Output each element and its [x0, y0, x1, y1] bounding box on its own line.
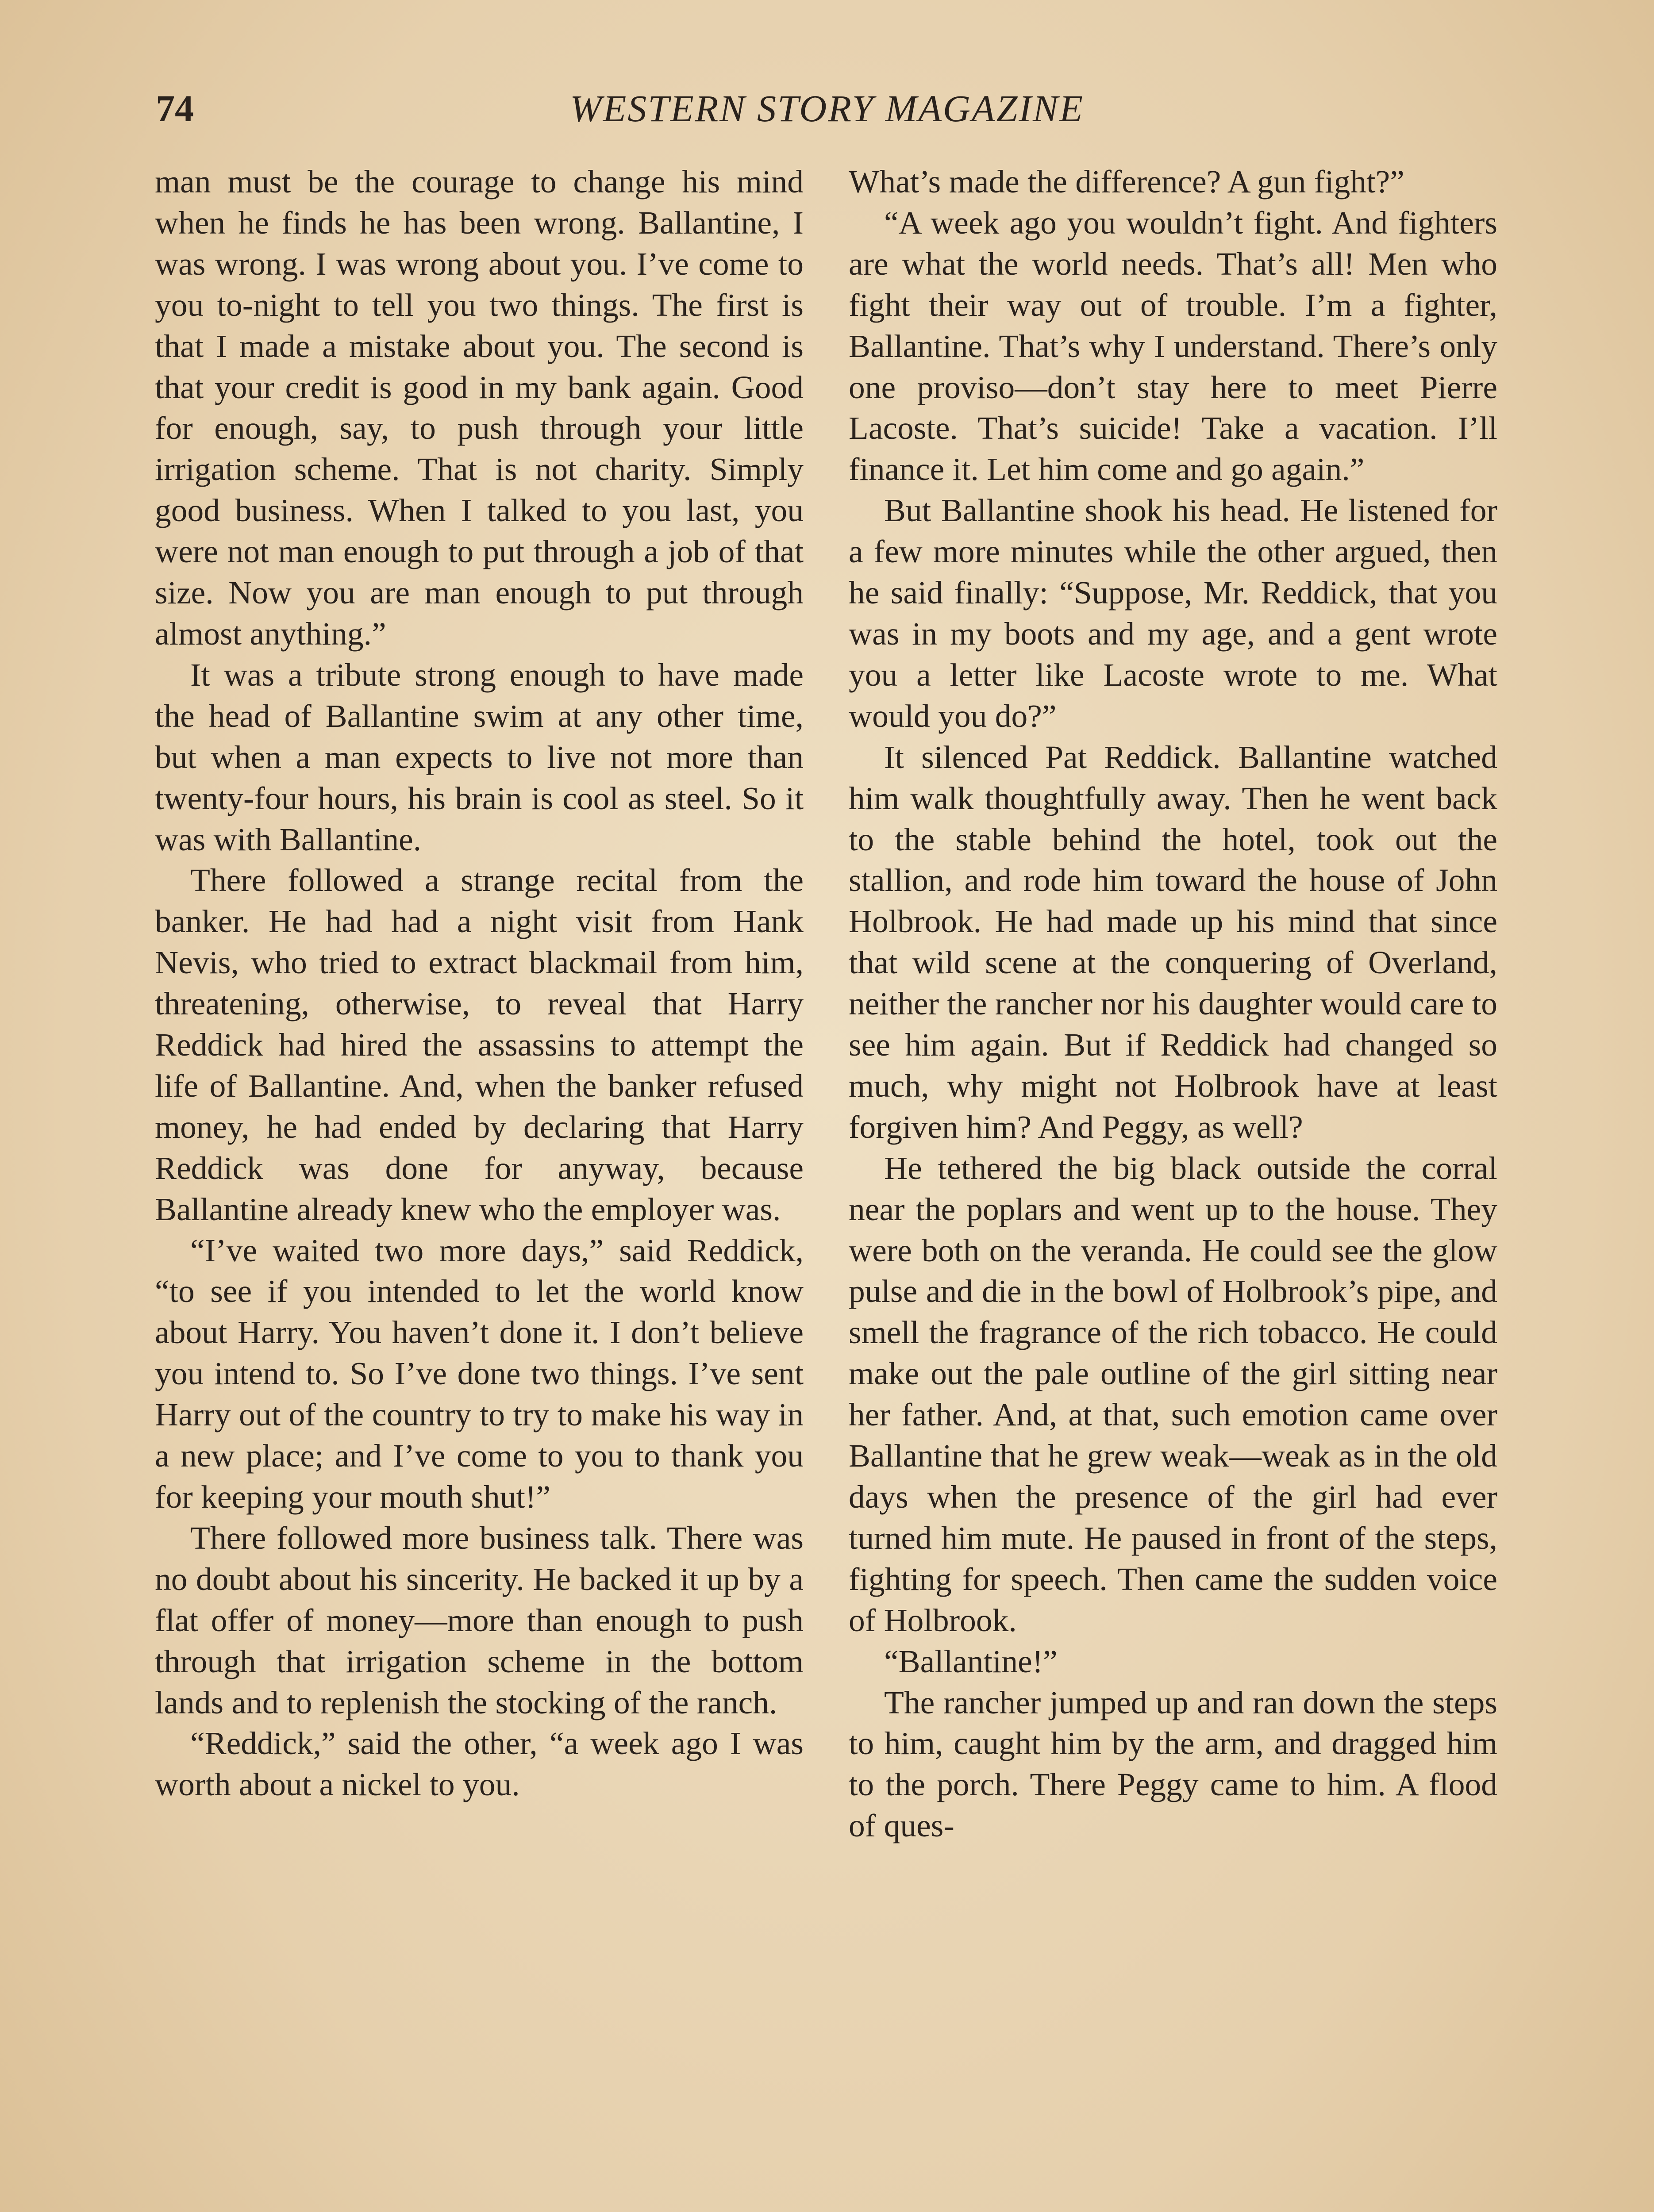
- paragraph: “Ballantine!”: [884, 1643, 1058, 1679]
- paragraph: There followed more business talk. There was no doubt about his sincerity. He backed it up by a flat offer of money—more than enough to push through that irrigation scheme in the bottom lands and to replenish the stocking of the ranch.: [155, 1520, 804, 1720]
- paragraph: It silenced Pat Reddick. Ballantine watched him walk thoughtfully away. Then he went back to the stable behind the hotel, took out the stallion, and rode him toward the house of John Holbrook. He had made up his mind that since that wild scene at the conquering of Overland, neither the rancher nor his daughter would care to see him again. But if Reddick had changed so much, why might not Holbrook have at least forgiven him? And Peggy, as well?: [849, 739, 1497, 1145]
- left-column: [155, 161, 804, 1805]
- paragraph: There followed a strange recital from the banker. He had had a night visit from Hank Nevis, who tried to extract blackmail from him, threatening, otherwise, to reveal that Harry Reddick had hired the assassins to attempt the life of Ballantine. And, when the banker refused money, he had ended by declaring that Harry Reddick was done for anyway, because Ballantine already knew who the employer was.: [155, 862, 804, 1227]
- paragraph: But Ballantine shook his head. He listened for a few more minutes while the other argued, then he said finally: “Suppose, Mr. Reddick, that you was in my boots and my age, and a gent wrote you a letter like Lacoste wrote to me. What would you do?”: [849, 492, 1497, 734]
- page-number: 74: [156, 87, 194, 130]
- paragraph: What’s made the difference? A gun fight?”: [849, 164, 1404, 200]
- right-column: [849, 161, 1497, 1847]
- running-head: WESTERN STORY MAGAZINE: [570, 87, 1084, 130]
- paragraph: “Reddick,” said the other, “a week ago I was worth about a nickel to you.: [155, 1725, 804, 1803]
- paragraph: The rancher jumped up and ran down the steps to him, caught him by the arm, and dragged him to the porch. There Peggy came to him. A flood of ques-: [849, 1684, 1497, 1844]
- paragraph: It was a tribute strong enough to have made the head of Ballantine swim at any other time, but when a man expects to live not more than twenty-four hours, his brain is cool as steel. So it was with Ballantine.: [155, 657, 804, 857]
- paragraph: “I’ve waited two more days,” said Reddick, “to see if you intended to let the world know about Harry. You haven’t done it. I don’t believe you intend to. So I’ve done two things. I’ve sent Harry out of the country to try to make his way in a new place; and I’ve come to you to thank you for keeping your mouth shut!”: [155, 1232, 804, 1515]
- paragraph: “A week ago you wouldn’t fight. And fighters are what the world needs. That’s all! Men who fight their way out of trouble. I’m a fighter, Ballantine. That’s why I understand. There’s only one proviso—don’t stay here to meet Pierre Lacoste. That’s suicide! Take a vacation. I’ll finance it. Let him come and go again.”: [849, 204, 1497, 488]
- paragraph: He tethered the big black outside the corral near the poplars and went up to the house. They were both on the veranda. He could see the glow pulse and die in the bowl of Holbrook’s pipe, and smell the fragrance of the rich tobacco. He could make out the pale outline of the girl sitting near her father. And, at that, such emotion came over Ballantine that he grew weak—weak as in the old days when the presence of the girl had ever turned him mute. He paused in front of the steps, fighting for speech. Then came the sudden voice of Holbrook.: [849, 1150, 1497, 1638]
- paragraph: man must be the courage to change his mind when he finds he has been wrong. Ballantine, I was wrong. I was wrong about you. I’ve come to you to-night to tell you two things. The first is that I made a mistake about you. The second is that your credit is good in my bank again. Good for enough, say, to push through your little irrigation scheme. That is not charity. Simply good business. When I talked to you last, you were not man enough to put through a job of that size. Now you are man enough to put through almost anything.”: [155, 164, 804, 652]
